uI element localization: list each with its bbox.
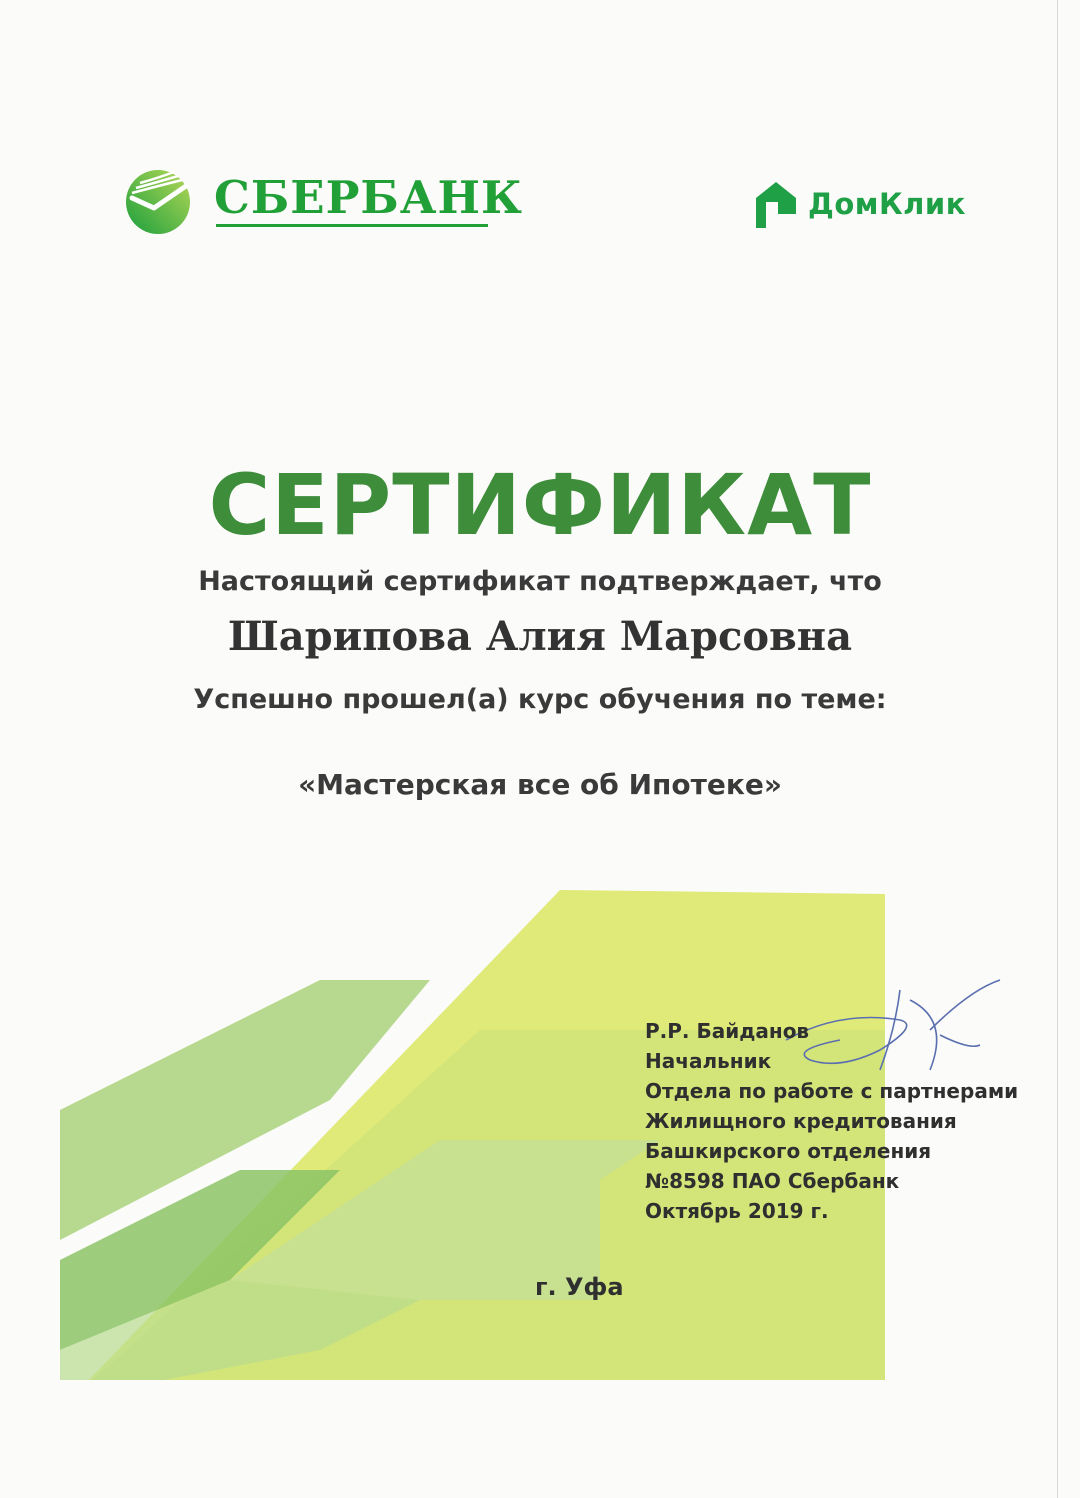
certificate-intro: Настоящий сертификат подтверждает, что <box>198 566 882 597</box>
signatory-date: Октябрь 2019 г. <box>645 1199 829 1223</box>
sberbank-logo-mark-icon <box>122 168 194 236</box>
signatory-branch: Башкирского отделения <box>645 1139 932 1163</box>
certificate-title: СЕРТИФИКАТ <box>208 456 872 554</box>
sberbank-wordmark: СБЕРБАНК <box>214 171 523 224</box>
signatory-department-2: Жилищного кредитования <box>645 1109 957 1133</box>
signatory-position: Начальник <box>645 1049 772 1073</box>
signatory-department: Отдела по работе с партнерами <box>645 1079 1019 1103</box>
sberbank-logo <box>122 168 523 238</box>
signatory-branch-number: №8598 ПАО Сбербанк <box>645 1169 900 1193</box>
city: г. Уфа <box>535 1273 624 1301</box>
signatory-block <box>645 1016 1018 1226</box>
signatory-name: Р.Р. Байданов <box>645 1019 810 1043</box>
domclick-house-icon <box>752 178 800 230</box>
domclick-wordmark: ДомКлик <box>808 187 966 221</box>
sberbank-underline <box>216 224 488 227</box>
recipient-name: Шарипова Алия Марсовна <box>228 613 852 660</box>
course-name: «Мастерская все об Ипотеке» <box>298 768 782 801</box>
domclick-logo <box>752 178 992 232</box>
completion-text: Успешно прошел(а) курс обучения по теме: <box>193 684 887 715</box>
